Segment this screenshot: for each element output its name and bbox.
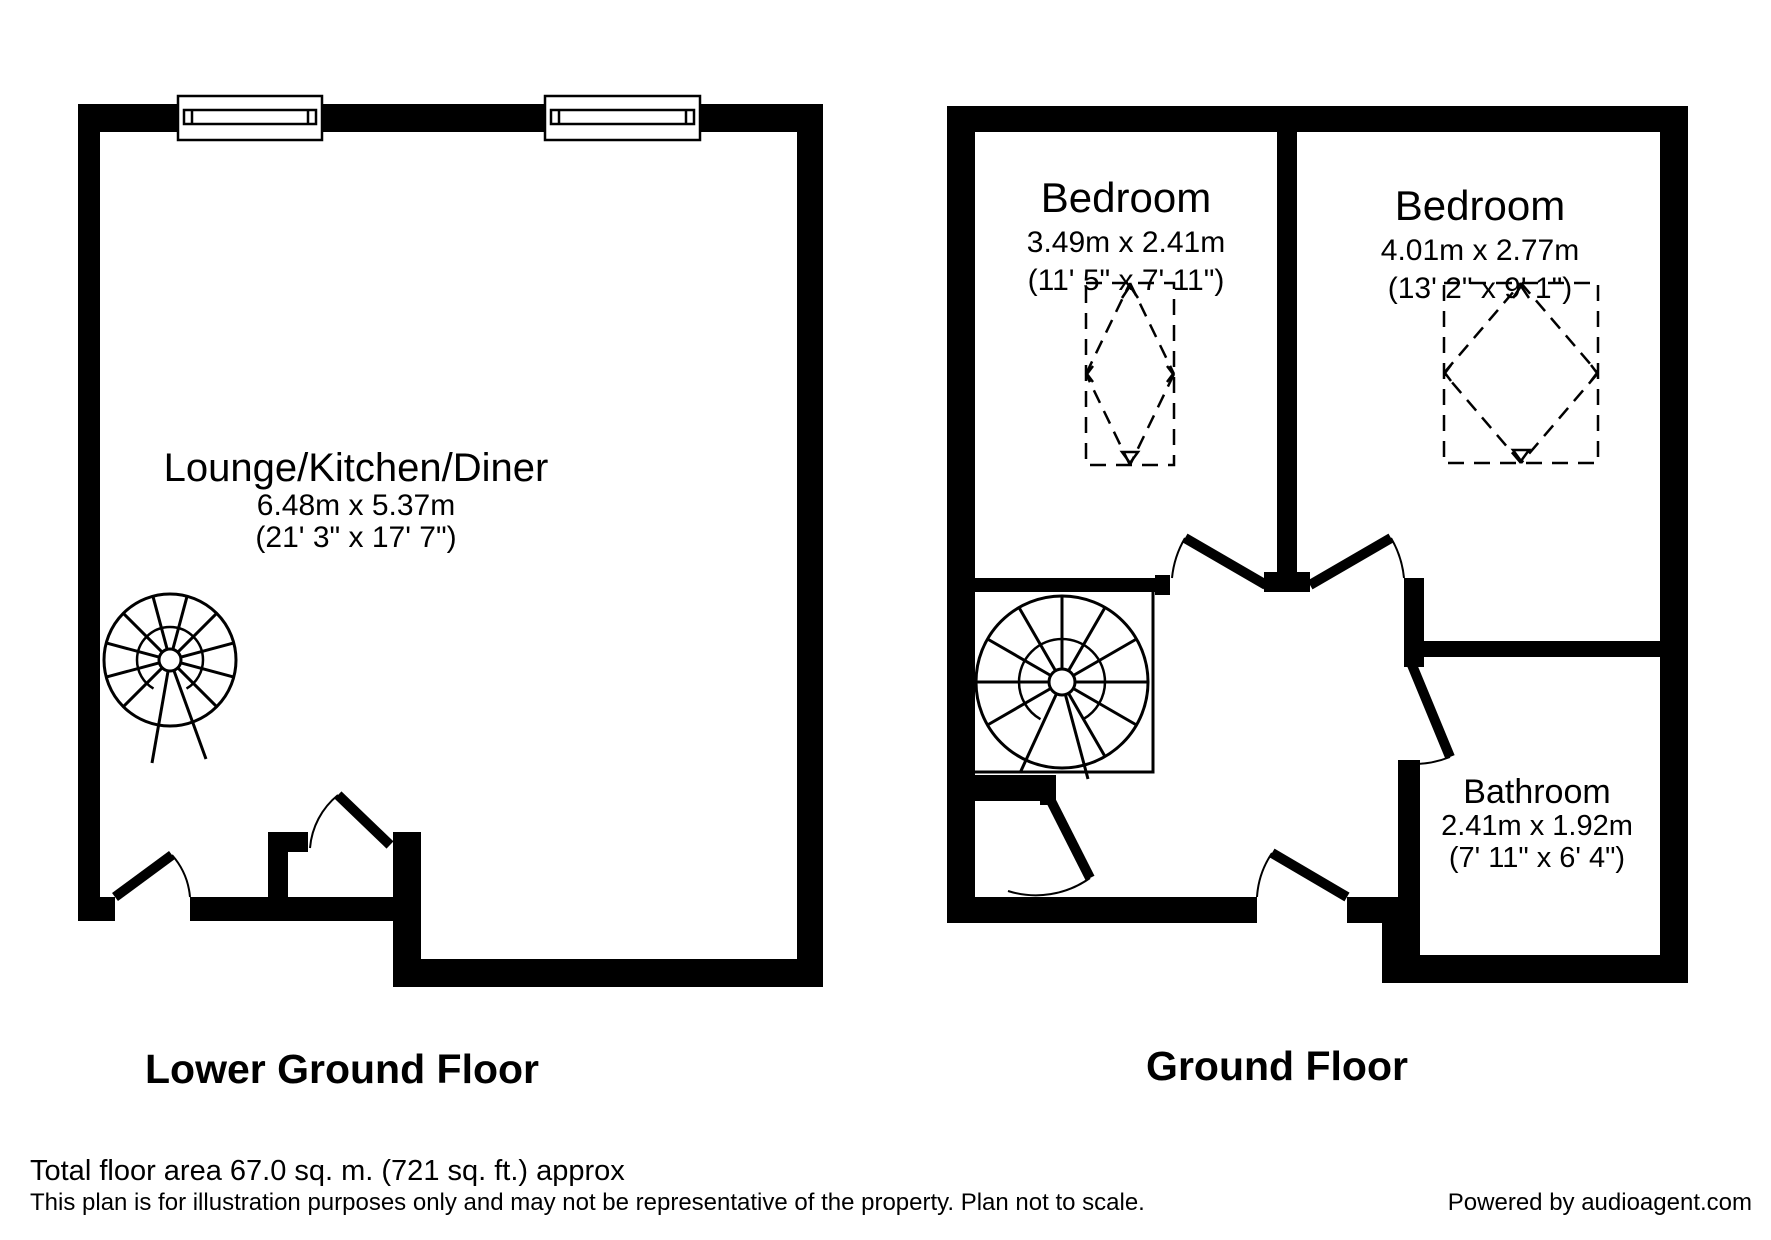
wall-segment [1660, 106, 1688, 983]
plan-ground-floor [947, 106, 1688, 1089]
skylight-icon [1086, 283, 1174, 465]
door-icon [1172, 538, 1266, 585]
door-icon [1008, 795, 1090, 895]
room-name: Bedroom [1394, 182, 1566, 229]
wall-segment [1398, 760, 1420, 897]
wall-segment [797, 104, 823, 987]
room-size-imperial: (21' 3" x 17' 7") [255, 521, 457, 554]
room-size-imperial: (11' 5" x 7' 11") [1027, 264, 1225, 297]
room-label-bedroom-1 [1027, 174, 1225, 297]
room-name: Bathroom [1463, 773, 1611, 811]
room-size-metric: 3.49m x 2.41m [1026, 226, 1226, 259]
wall-segment [268, 832, 288, 897]
wall-segment [1264, 572, 1310, 592]
door-icon [310, 795, 390, 848]
disclaimer-text: This plan is for illustration purposes only and may not be representative of the property. Plan not to scale. [30, 1189, 1145, 1216]
wall-segment [393, 959, 823, 987]
room-label-bedroom-2 [1381, 182, 1579, 305]
wall-segment [975, 775, 1048, 801]
spiral-staircase-icon [976, 596, 1148, 779]
room-size-metric: 2.41m x 1.92m [1441, 810, 1633, 842]
door-icon [1412, 665, 1450, 764]
room-name: Bedroom [1040, 174, 1212, 221]
room-size-imperial: (13' 2" x 9' 1") [1387, 272, 1573, 305]
plan-lower-ground-floor [78, 96, 823, 1092]
floor-title-ground: Ground Floor [1146, 1043, 1408, 1089]
footer [30, 1155, 1752, 1216]
wall-segment [947, 897, 1257, 923]
wall-segment [947, 106, 975, 923]
spiral-staircase-icon [104, 594, 236, 763]
door-icon [115, 855, 190, 897]
door-icon [1310, 538, 1404, 585]
window-icon [545, 96, 700, 140]
skylight-icon [1444, 283, 1598, 463]
wall-segment [1382, 955, 1688, 983]
wall-segment [975, 578, 1155, 592]
room-name: Lounge/Kitchen/Diner [163, 446, 549, 490]
wall-segment [947, 106, 1688, 132]
wall-segment [78, 897, 115, 921]
room-size-imperial: (7' 11" x 6' 4") [1448, 842, 1626, 874]
room-label-lounge [164, 446, 549, 554]
wall-segment [1155, 575, 1170, 595]
room-label-bathroom [1441, 773, 1633, 874]
room-size-metric: 4.01m x 2.77m [1380, 234, 1580, 267]
wall-segment [190, 897, 393, 921]
wall-segment [1404, 641, 1660, 657]
powered-by-text: Powered by audioagent.com [1447, 1189, 1752, 1216]
window-icon [178, 96, 322, 140]
room-size-metric: 6.48m x 5.37m [256, 489, 456, 522]
floor-title-lower-ground: Lower Ground Floor [144, 1046, 540, 1092]
wall-segment [1277, 132, 1297, 578]
door-icon [1257, 853, 1347, 897]
total-floor-area-text: Total floor area 67.0 sq. m. (721 sq. ft.) approx [30, 1155, 625, 1187]
wall-segment [78, 104, 100, 921]
